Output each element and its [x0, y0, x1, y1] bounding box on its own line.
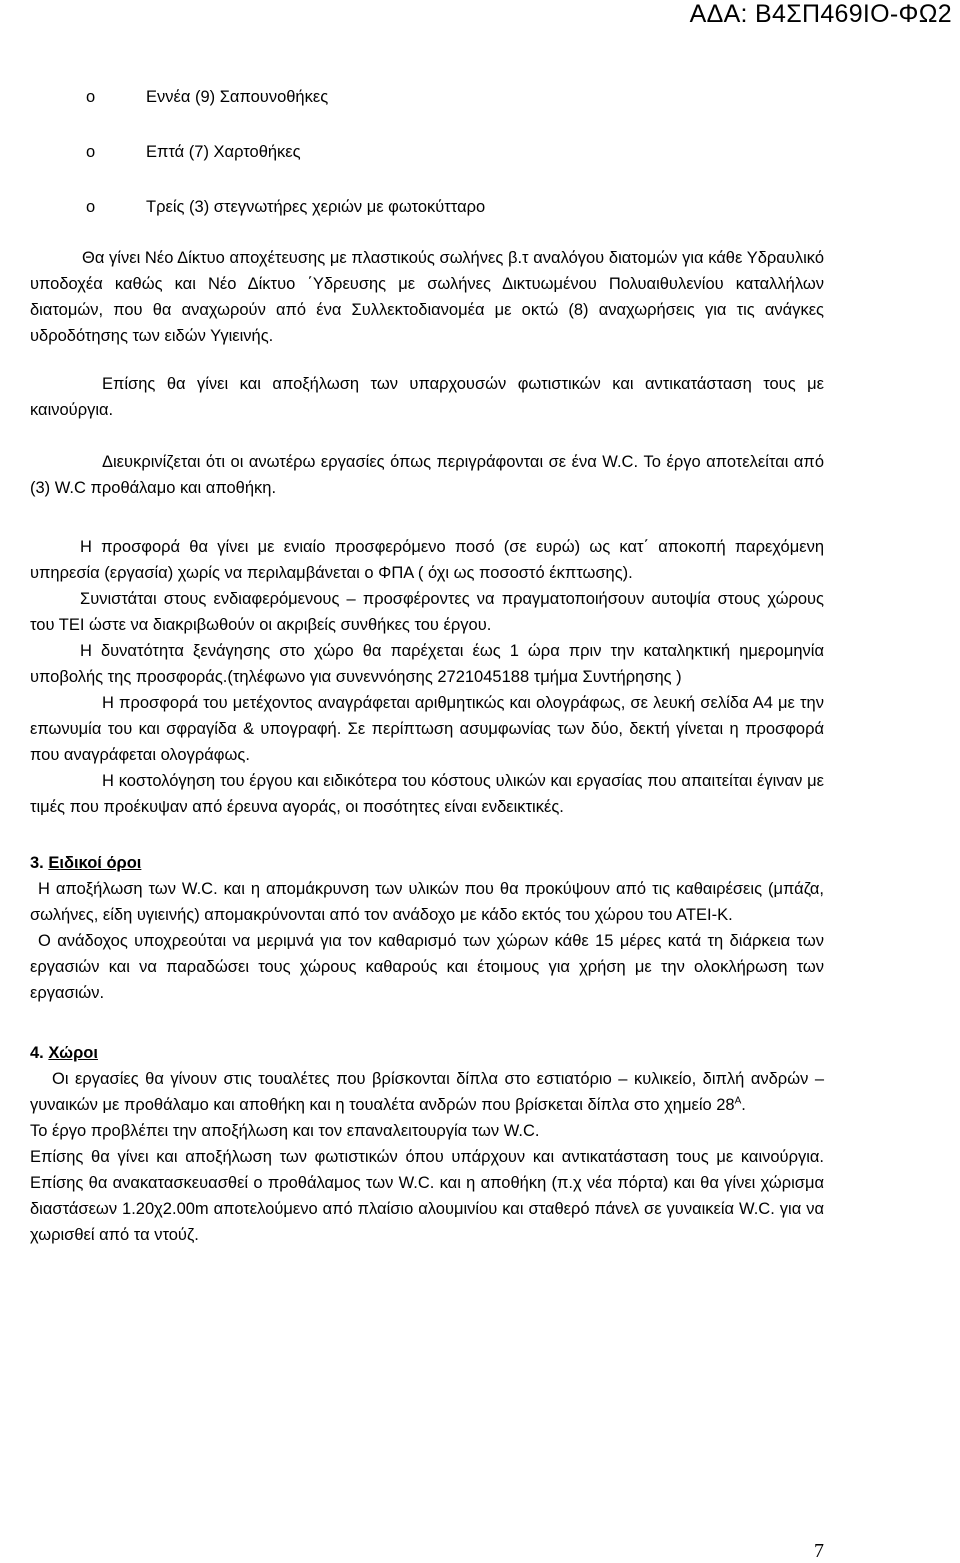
paragraph-offer-format: Η προσφορά του μετέχοντος αναγράφεται αριθμητικώς και ολογράφως, σε λευκή σελίδα Α4 με την επωνυμία του και σφραγίδα & υπογραφή. Σε περίπτωση ασυμφωνίας των δύο, δεκτή γίνεται η προσφορά που αναγράφεται ολογράφως. [30, 694, 824, 764]
section-number: 3. [30, 854, 44, 872]
list-item-text: Επτά (7) Χαρτοθήκες [146, 143, 301, 161]
list-item [30, 194, 824, 220]
section-title: Ειδικοί όροι [48, 854, 142, 872]
bullet-marker: o [86, 198, 96, 216]
paragraph-drainage-network: Θα γίνει Νέο Δίκτυο αποχέτευσης με πλαστικούς σωλήνες β.τ αναλόγου διατομών για κάθε Υδραυλικό υποδοχέα καθώς και Νέο Δίκτυο ΄Υδρευσης με σωλήνες Δικτυωμένου Πολυαιθυλενίου καταλλήλων διατομών, που θα αναχωρούν από ένα Συλλεκτοδιανομέα με οκτώ (8) αναχωρήσεις για τις ανάγκες υδροδότησης των ειδών Υγιεινής. [30, 249, 824, 345]
paragraph-offer-terms: Η προσφορά θα γίνει με ενιαίο προσφερόμενο ποσό (σε ευρώ) ως κατ΄ αποκοπή παρεχόμενη υπηρεσία (εργασία) χωρίς να περιλαμβάνεται ο ΦΠΑ ( όχι ως ποσοστό έκπτωσης). [30, 538, 824, 582]
paragraph-renovation: Επίσης θα γίνει και αποξήλωση των φωτιστικών όπου υπάρχουν και αντικατάσταση τους με καινούργια. Επίσης θα ανακατασκευασθεί ο προθάλαμος των W.C. και η αποθήκη (π.χ νέα πόρτα) και θα γίνει χώρισμα διαστάσεων 1.20χ2.00m αποτελούμενο από πλαίσιο αλουμινίου και σταθερό πάνελ σε γυναικεία W.C. για να χωρισθεί από τα ντούζ. [30, 1148, 824, 1244]
page-number: 7 [814, 1540, 824, 1562]
paragraph-text: Οι εργασίες θα γίνουν στις τουαλέτες που βρίσκονται δίπλα στο εστιατόριο – κυλικείο, διπλή ανδρών – γυναικών με προθάλαμο και αποθήκη και η τουαλέτα ανδρών που βρίσκεται δίπλα στο χημείο 28 [30, 1070, 824, 1114]
bullet-list [30, 84, 824, 220]
section-number: 4. [30, 1044, 44, 1062]
paragraph-project-scope: Το έργο προβλέπει την αποξήλωση και τον επαναλειτουργία των W.C. [30, 1122, 540, 1140]
superscript: Α [734, 1095, 742, 1107]
list-item-text: Εννέα (9) Σαπουνοθήκες [146, 88, 329, 106]
bullet-marker: o [86, 143, 96, 161]
bullet-marker: o [86, 88, 96, 106]
paragraph-clarification: Διευκρινίζεται ότι οι ανωτέρω εργασίες όπως περιγράφονται σε ένα W.C. Το έργο αποτελείται από (3) W.C προθάλαμο και αποθήκη. [30, 453, 824, 497]
document-body [30, 84, 824, 1248]
section-title: Χώροι [48, 1044, 98, 1062]
list-item [30, 139, 824, 165]
ada-code: ΑΔΑ: Β4ΣΠ469ΙΟ-ΦΩ2 [689, 0, 952, 28]
section-heading-special-terms [30, 850, 824, 876]
list-item [30, 84, 824, 110]
paragraph-site-tour: Η δυνατότητα ξενάγησης στο χώρο θα παρέχεται έως 1 ώρα πριν την καταληκτική ημερομηνία υποβολής της προσφοράς.(τηλέφωνο για συνεννόησης 2721045188 τμήμα Συντήρησης ) [30, 642, 824, 686]
paragraph-removal: Η αποξήλωση των W.C. και η απομάκρυνση των υλικών που θα προκύψουν από τις καθαιρέσεις (μπάζα, σωλήνες, είδη υγιεινής) απομακρύνονται από τον ανάδοχο με κάδο εκτός του χώρου του ΑΤΕΙ-Κ. [30, 880, 824, 924]
paragraph-costing: Η κοστολόγηση του έργου και ειδικότερα του κόστους υλικών και εργασίας που απαιτείται έγιναν με τιμές που προέκυψαν από έρευνα αγοράς, οι ποσότητες είναι ενδεικτικές. [30, 772, 824, 816]
paragraph-lighting-replacement: Επίσης θα γίνει και αποξήλωση των υπαρχουσών φωτιστικών και αντικατάσταση τους με καινούργια. [30, 375, 824, 419]
list-item-text: Τρείς (3) στεγνωτήρες χεριών με φωτοκύτταρο [146, 198, 486, 216]
paragraph-locations [30, 1066, 824, 1118]
section-heading-spaces [30, 1040, 824, 1066]
paragraph-text: . [741, 1096, 746, 1114]
paragraph-site-inspection: Συνιστάται στους ενδιαφερόμενους – προσφέροντες να πραγματοποιήσουν αυτοψία στους χώρους του ΤΕΙ ώστε να διακριβωθούν οι ακριβείς συνθήκες του έργου. [30, 590, 824, 634]
paragraph-cleaning: Ο ανάδοχος υποχρεούται να μεριμνά για τον καθαρισμό των χώρων κάθε 15 μέρες κατά τη διάρκεια των εργασιών και να παραδώσει τους χώρους καθαρούς και έτοιμους για χρήση με την ολοκλήρωση των εργασιών. [30, 932, 824, 1002]
